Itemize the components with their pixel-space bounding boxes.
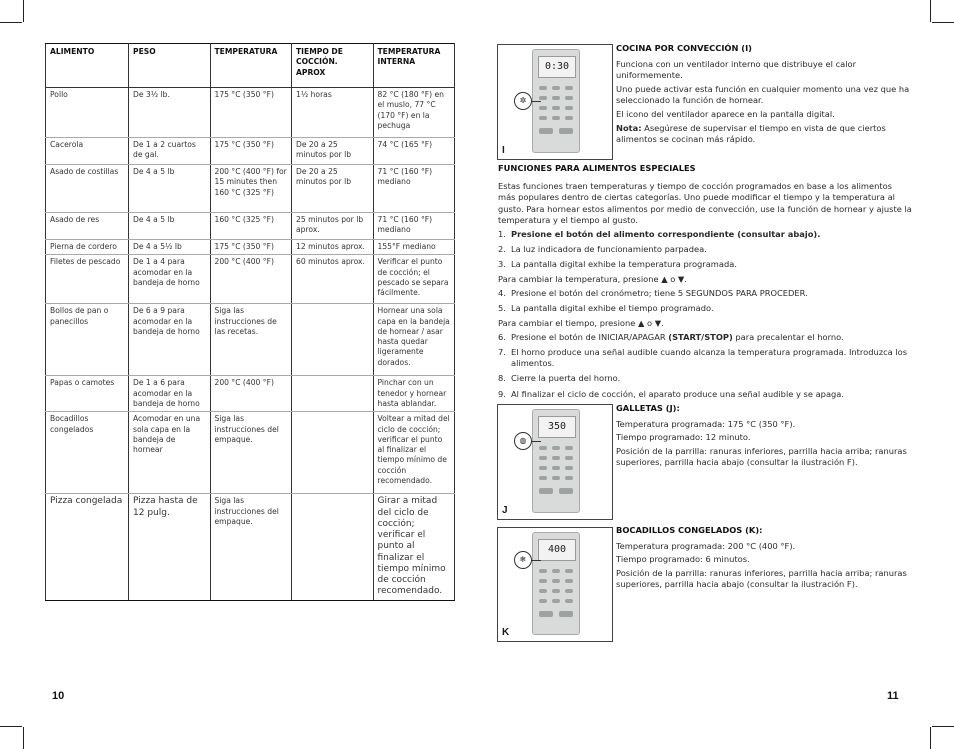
- panel-button: [539, 488, 553, 494]
- table-cell: Siga las instrucciones del empaque.: [210, 494, 292, 600]
- paragraph: El icono del ventilador aparece en la pantalla digital.: [616, 108, 835, 119]
- callout-leader-line: [531, 560, 541, 561]
- table-cell: Siga las instrucciones del empaque.: [210, 412, 292, 494]
- crop-mark: [930, 0, 931, 22]
- section-heading: GALLETAS (J):: [616, 403, 680, 413]
- table-row: [46, 213, 455, 240]
- table-cell: Asado de res: [46, 213, 129, 240]
- figure-letter: I: [502, 145, 505, 156]
- table-cell: De 4 a 5 lb: [129, 165, 211, 213]
- step-list: [498, 229, 912, 271]
- table-cell: Girar a mitad del ciclo de cocción; verificar el punto al finalizar el tiempo mínimo de cocción recomendado.: [373, 494, 455, 600]
- panel-button: [565, 579, 573, 583]
- panel-button: [539, 579, 547, 583]
- crop-mark: [932, 22, 954, 23]
- table-cell: 175 °C (350 °F): [210, 138, 292, 165]
- section-heading: FUNCIONES PARA ALIMENTOS ESPECIALES: [498, 163, 696, 173]
- page-number: 10: [52, 690, 65, 702]
- table-header-row: [46, 44, 455, 88]
- table-cell: 175 °C (350 °F): [210, 240, 292, 255]
- table-cell: 200 °C (400 °F) for 15 minutes then 160 °C (325 °F): [210, 165, 292, 213]
- list-item: [498, 244, 912, 256]
- panel-button: [565, 116, 573, 120]
- crop-mark: [23, 727, 24, 749]
- section-heading: COCINA POR CONVECCIÓN (I): [616, 43, 752, 53]
- paragraph: Posición de la parrilla: ranuras inferiores, parrilla hacia arriba; ranuras superiores, parrilla hacia abajo (consultar la ilustración F).: [616, 567, 907, 590]
- table-cell: 12 minutos aprox.: [292, 240, 374, 255]
- paragraph: Funciona con un ventilador interno que distribuye el calor uniformemente.: [616, 58, 857, 81]
- panel-button: [559, 611, 573, 617]
- table-cell: Filetes de pescado: [46, 255, 129, 304]
- list-item: [498, 389, 912, 401]
- column-header: TEMPERATURA INTERNA: [373, 44, 455, 88]
- table-cell: De 3½ lb.: [129, 88, 211, 138]
- table-cell: De 4 a 5½ lb: [129, 240, 211, 255]
- panel-button: [565, 569, 573, 573]
- paragraph: Para cambiar la temperatura, presione ▲ o ▼.: [498, 274, 687, 285]
- table-cell: Pizza hasta de 12 pulg.: [129, 494, 211, 600]
- table-cell: Hornear una sola capa en la bandeja de hornear / asar hasta quedar ligeramente dorados.: [373, 304, 455, 376]
- panel-button: [552, 579, 560, 583]
- table-cell: Siga las instrucciones de las recetas.: [210, 304, 292, 376]
- panel-button: [565, 96, 573, 100]
- special-foods-section: [498, 163, 912, 404]
- table-cell: De 20 a 25 minutos por lb: [292, 138, 374, 165]
- digital-display: 350: [538, 416, 576, 438]
- table-row: [46, 304, 455, 376]
- panel-button: [552, 86, 560, 90]
- step-text: Al finalizar el ciclo de cocción, el aparato produce una señal audible y se apaga.: [511, 388, 845, 399]
- crop-mark: [23, 0, 24, 22]
- step-number: 9.: [498, 388, 506, 399]
- list-item: [498, 288, 912, 300]
- crop-mark: [932, 726, 954, 727]
- table-cell: Bollos de pan o panecillos: [46, 304, 129, 376]
- figure-j-control-panel: [497, 404, 613, 520]
- table-cell: 175 °C (350 °F): [210, 88, 292, 138]
- table-row: [46, 138, 455, 165]
- paragraph: Posición de la parrilla: ranuras inferiores, parrilla hacia arriba; ranuras superiores, parrilla hacia abajo (consultar la ilustración F).: [616, 445, 907, 468]
- column-header: ALIMENTO: [46, 44, 129, 88]
- table-cell: Cacerola: [46, 138, 129, 165]
- panel-button: [539, 128, 553, 134]
- page-number: 11: [887, 690, 899, 702]
- figure-letter: J: [502, 505, 508, 516]
- table-cell: Bocadillos congelados: [46, 412, 129, 494]
- step-number: 6.: [498, 331, 506, 342]
- step-text: (START/STOP): [668, 331, 733, 342]
- table-row: [46, 376, 455, 412]
- panel-button: [559, 488, 573, 494]
- control-panel-illustration: [532, 409, 580, 513]
- paragraph: Uno puede activar esta función en cualquier momento una vez que ha seleccionado la función de hornear.: [616, 83, 910, 106]
- column-header: TIEMPO DE COCCIÓN. APROX: [292, 44, 374, 88]
- step-text: Cierre la puerta del horno.: [511, 373, 621, 384]
- table-cell: 60 minutos aprox.: [292, 255, 374, 304]
- frozen-snacks-section: [616, 525, 912, 593]
- paragraph: Para cambiar el tiempo, presione ▲ o ▼.: [498, 318, 664, 329]
- note-label: Nota:: [616, 122, 642, 133]
- panel-button: [539, 446, 547, 450]
- crop-mark: [930, 727, 931, 749]
- panel-button: [552, 96, 560, 100]
- figure-i-control-panel: [497, 44, 613, 160]
- panel-button: [559, 128, 573, 134]
- table-cell: De 1 a 6 para acomodar en la bandeja de horno: [129, 376, 211, 412]
- cooking-chart-table: [45, 43, 455, 601]
- paragraph: Tiempo programado: 6 minutos.: [616, 554, 750, 565]
- step-number: 7.: [498, 346, 506, 357]
- figure-k-control-panel: [497, 527, 613, 642]
- step-text: Presione el botón del alimento correspondiente (consultar abajo).: [511, 228, 821, 239]
- frozen-snacks-icon: ❄: [514, 551, 532, 569]
- table-cell: Verificar el punto de cocción; el pescado se separa fácilmente.: [373, 255, 455, 304]
- panel-button: [552, 466, 560, 470]
- panel-button: [552, 106, 560, 110]
- table-cell: Pizza congelada: [46, 494, 129, 600]
- table-row: [46, 240, 455, 255]
- table-cell: De 20 a 25 minutos por lb: [292, 165, 374, 213]
- panel-button: [565, 589, 573, 593]
- panel-button: [539, 106, 547, 110]
- panel-button: [539, 466, 547, 470]
- panel-button: [539, 611, 553, 617]
- paragraph: Temperatura programada: 200 °C (400 °F).: [616, 540, 796, 551]
- step-list: [498, 288, 912, 315]
- table-cell: 155°F mediano: [373, 240, 455, 255]
- step-text: La pantalla digital exhibe el tiempo programado.: [511, 302, 714, 313]
- table-row: [46, 88, 455, 138]
- step-number: 8.: [498, 373, 506, 384]
- table-cell: 25 minutos por lb aprox.: [292, 213, 374, 240]
- column-header: PESO: [129, 44, 211, 88]
- panel-button: [539, 476, 547, 480]
- table-row: [46, 255, 455, 304]
- digital-display: 0:30: [538, 56, 576, 78]
- panel-button: [539, 116, 547, 120]
- crop-mark: [0, 726, 22, 727]
- table-cell: 1½ horas: [292, 88, 374, 138]
- table-cell: [292, 494, 374, 600]
- table-cell: Pollo: [46, 88, 129, 138]
- step-text: La luz indicadora de funcionamiento parpadea.: [511, 244, 707, 255]
- table-cell: [292, 304, 374, 376]
- panel-button: [539, 599, 547, 603]
- list-item: [498, 347, 912, 370]
- step-number: 4.: [498, 287, 506, 298]
- panel-button: [539, 96, 547, 100]
- table-cell: De 1 a 2 cuartos de gal.: [129, 138, 211, 165]
- digital-display: 400: [538, 539, 576, 561]
- table-cell: 71 °C (160 °F) mediano: [373, 213, 455, 240]
- step-text: para precalentar el horno.: [732, 331, 844, 342]
- panel-button: [539, 456, 547, 460]
- step-text: Presione el botón del cronómetro; tiene 5 SEGUNDOS PARA PROCEDER.: [511, 287, 808, 298]
- section-heading: BOCADILLOS CONGELADOS (K):: [616, 525, 763, 535]
- cookies-icon: ◍: [514, 432, 532, 450]
- panel-button: [565, 599, 573, 603]
- note-text: Asegúrese de supervisar el tiempo en vista de que ciertos alimentos se cocinan más rápido.: [616, 122, 886, 145]
- panel-button: [552, 116, 560, 120]
- table-cell: 200 °C (400 °F): [210, 376, 292, 412]
- panel-button: [552, 569, 560, 573]
- callout-leader-line: [531, 441, 541, 442]
- table-cell: [292, 376, 374, 412]
- panel-button: [565, 456, 573, 460]
- table-row: [46, 412, 455, 494]
- panel-button: [539, 569, 547, 573]
- table-cell: Voltear a mitad del ciclo de cocción; verificar el punto al finalizar el tiempo mínimo de cocción recomendado.: [373, 412, 455, 494]
- panel-button: [565, 106, 573, 110]
- note-paragraph: [616, 123, 912, 146]
- table-cell: 74 °C (165 °F): [373, 138, 455, 165]
- list-item: [498, 303, 912, 315]
- table-cell: De 4 a 5 lb: [129, 213, 211, 240]
- table-cell: Pierna de cordero: [46, 240, 129, 255]
- table-cell: Asado de costillas: [46, 165, 129, 213]
- column-header: TEMPERATURA: [210, 44, 292, 88]
- convection-section: [616, 43, 912, 148]
- table-cell: [292, 412, 374, 494]
- panel-button: [552, 599, 560, 603]
- table-cell: De 6 a 9 para acomodar en la bandeja de horno: [129, 304, 211, 376]
- panel-button: [552, 476, 560, 480]
- table-cell: Acomodar en una sola capa en la bandeja de hornear: [129, 412, 211, 494]
- table-row: [46, 165, 455, 213]
- list-item: [498, 229, 912, 241]
- panel-button: [552, 589, 560, 593]
- control-panel-illustration: [532, 532, 580, 635]
- cookies-section: [616, 403, 912, 471]
- panel-button: [552, 456, 560, 460]
- step-number: 3.: [498, 259, 506, 270]
- callout-leader-line: [531, 101, 541, 102]
- crop-mark: [0, 22, 22, 23]
- list-item: [498, 373, 912, 385]
- table-cell: 71 °C (160 °F) mediano: [373, 165, 455, 213]
- table-cell: 160 °C (325 °F): [210, 213, 292, 240]
- table-cell: De 1 a 4 para acomodar en la bandeja de horno: [129, 255, 211, 304]
- step-number: 2.: [498, 244, 506, 255]
- paragraph: Tiempo programado: 12 minuto.: [616, 432, 751, 443]
- step-number: 1.: [498, 228, 506, 239]
- figure-letter: K: [502, 627, 510, 638]
- table-cell: Papas o camotes: [46, 376, 129, 412]
- step-text: La pantalla digital exhibe la temperatura programada.: [511, 259, 737, 270]
- panel-button: [565, 86, 573, 90]
- step-number: 5.: [498, 302, 506, 313]
- panel-button: [565, 466, 573, 470]
- list-item: [498, 259, 912, 271]
- panel-button: [552, 446, 560, 450]
- fan-icon: ✲: [514, 92, 532, 110]
- step-text: Presione el botón de INICIAR/APAGAR: [511, 331, 669, 342]
- table-cell: Pinchar con un tenedor y hornear hasta ablandar.: [373, 376, 455, 412]
- panel-button: [539, 86, 547, 90]
- step-list: [498, 332, 912, 400]
- table-cell: 200 °C (400 °F): [210, 255, 292, 304]
- panel-button: [565, 446, 573, 450]
- panel-button: [539, 589, 547, 593]
- table-cell: 82 °C (180 °F) en el muslo, 77 °C (170 °F) en la pechuga: [373, 88, 455, 138]
- table-row: [46, 494, 455, 600]
- panel-button: [565, 476, 573, 480]
- paragraph: Temperatura programada: 175 °C (350 °F).: [616, 418, 796, 429]
- paragraph: Estas funciones traen temperaturas y tiempo de cocción programados en base a los alimentos más populares dentro de ciertas categorías. Uno puede modificar el tiempo y la temperatura al gusto. Para hornear estos alimentos por medio de convección, use la función de hornear y ajuste la temperatura y el tiempo al gusto.: [498, 180, 912, 226]
- step-text: El horno produce una señal audible cuando alcanza la temperatura programada. Introduzca los alimentos.: [511, 346, 908, 369]
- list-item: [498, 332, 912, 344]
